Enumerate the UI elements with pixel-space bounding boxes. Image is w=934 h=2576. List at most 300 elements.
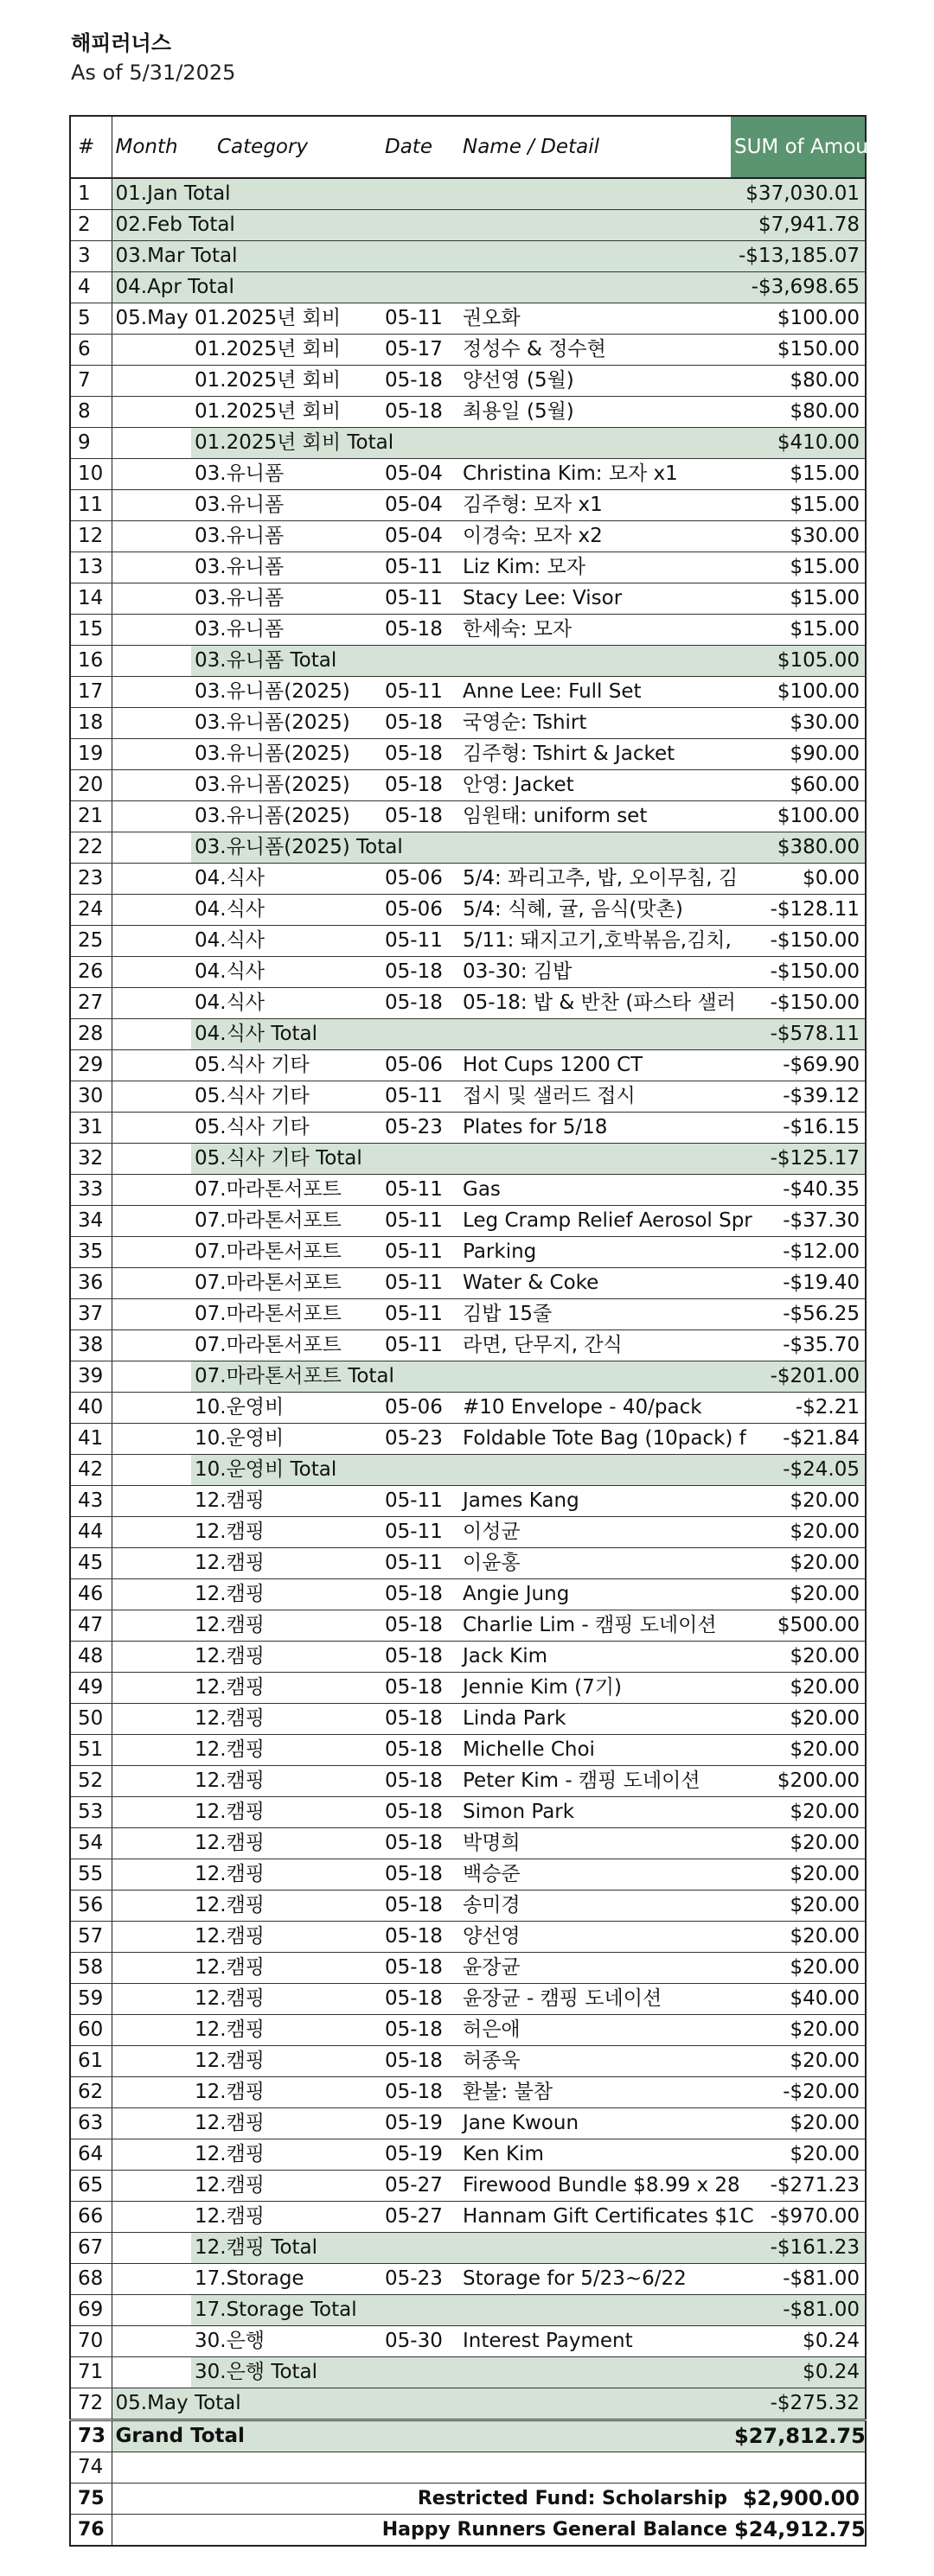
row-number-cell[interactable]: 47 (70, 1610, 112, 1642)
month-total-label[interactable]: 04.Apr Total (112, 272, 731, 303)
month-cell[interactable] (112, 1113, 191, 1144)
date-cell[interactable]: 05-06 (381, 1393, 459, 1424)
month-cell[interactable] (112, 2484, 191, 2515)
month-cell[interactable] (112, 1175, 191, 1206)
month-cell[interactable] (112, 1891, 191, 1922)
amount-cell[interactable]: -$40.35 (731, 1175, 866, 1206)
name-cell[interactable]: Christina Kim: 모자 x1 (459, 459, 731, 490)
month-cell[interactable] (112, 335, 191, 366)
category-cell[interactable]: 01.2025년 회비 (191, 303, 381, 335)
amount-cell[interactable]: -$125.17 (731, 1144, 866, 1175)
row-number-cell[interactable]: 56 (70, 1891, 112, 1922)
amount-cell[interactable]: $0.24 (731, 2357, 866, 2388)
name-cell[interactable]: 이경숙: 모자 x2 (459, 521, 731, 552)
date-cell[interactable]: 05-11 (381, 1081, 459, 1113)
category-cell[interactable]: 12.캠핑 (191, 2202, 381, 2233)
amount-cell[interactable]: -$2.21 (731, 1393, 866, 1424)
date-cell[interactable]: 05-30 (381, 2326, 459, 2357)
amount-cell[interactable]: $30.00 (731, 521, 866, 552)
amount-cell[interactable]: $100.00 (731, 677, 866, 708)
amount-cell[interactable]: $20.00 (731, 2139, 866, 2171)
month-cell[interactable] (112, 1144, 191, 1175)
date-cell[interactable]: 05-04 (381, 490, 459, 521)
date-cell[interactable]: 05-18 (381, 1673, 459, 1704)
amount-cell[interactable]: -$56.25 (731, 1299, 866, 1330)
row-number-cell[interactable]: 16 (70, 646, 112, 677)
month-cell[interactable] (112, 1455, 191, 1486)
name-cell[interactable]: Gas (459, 1175, 731, 1206)
name-cell[interactable]: 정성수 & 정수현 (459, 335, 731, 366)
category-cell[interactable]: 04.식사 (191, 988, 381, 1019)
amount-cell[interactable]: $15.00 (731, 552, 866, 583)
category-cell[interactable]: 04.식사 (191, 864, 381, 895)
amount-cell[interactable]: $20.00 (731, 1859, 866, 1891)
row-number-cell[interactable]: 3 (70, 241, 112, 272)
row-number-cell[interactable]: 31 (70, 1113, 112, 1144)
month-cell[interactable] (112, 2139, 191, 2171)
name-cell[interactable]: 윤장균 (459, 1953, 731, 1984)
category-cell[interactable]: 12.캠핑 (191, 1859, 381, 1891)
date-cell[interactable]: 05-11 (381, 1175, 459, 1206)
category-cell[interactable]: 12.캠핑 (191, 1984, 381, 2015)
month-cell[interactable] (112, 1050, 191, 1081)
amount-cell[interactable]: -$24.05 (731, 1455, 866, 1486)
row-number-cell[interactable]: 75 (70, 2484, 112, 2515)
month-cell[interactable] (112, 1299, 191, 1330)
month-cell[interactable] (112, 1517, 191, 1548)
name-cell[interactable]: 접시 및 샐러드 접시 (459, 1081, 731, 1113)
date-cell[interactable]: 05-18 (381, 708, 459, 739)
category-cell[interactable]: 17.Storage (191, 2264, 381, 2295)
category-cell[interactable]: 12.캠핑 (191, 1922, 381, 1953)
row-number-cell[interactable]: 37 (70, 1299, 112, 1330)
name-cell[interactable]: 환불: 불참 (459, 2077, 731, 2108)
name-cell[interactable]: Ken Kim (459, 2139, 731, 2171)
name-cell[interactable]: Plates for 5/18 (459, 1113, 731, 1144)
month-cell[interactable] (112, 1735, 191, 1766)
name-cell[interactable]: 5/4: 식혜, 귤, 음식(맛촌) (459, 895, 731, 926)
category-total-label[interactable]: 30.은행 Total (191, 2357, 731, 2388)
amount-cell[interactable]: -$13,185.07 (731, 241, 866, 272)
category-cell[interactable]: 12.캠핑 (191, 2046, 381, 2077)
amount-cell[interactable]: $20.00 (731, 1922, 866, 1953)
row-number-cell[interactable]: 17 (70, 677, 112, 708)
name-cell[interactable]: James Kang (459, 1486, 731, 1517)
row-number-cell[interactable]: 60 (70, 2015, 112, 2046)
row-number-cell[interactable]: 45 (70, 1548, 112, 1579)
category-cell[interactable]: 12.캠핑 (191, 2015, 381, 2046)
category-cell[interactable]: 03.유니폼 (191, 459, 381, 490)
date-cell[interactable]: 05-18 (381, 2046, 459, 2077)
row-number-cell[interactable]: 54 (70, 1828, 112, 1859)
amount-cell[interactable]: $20.00 (731, 1642, 866, 1673)
category-cell[interactable]: 05.식사 기타 (191, 1050, 381, 1081)
date-cell[interactable]: 05-18 (381, 1859, 459, 1891)
name-cell[interactable]: Hot Cups 1200 CT (459, 1050, 731, 1081)
date-cell[interactable]: 05-18 (381, 739, 459, 770)
month-cell[interactable] (112, 988, 191, 1019)
amount-cell[interactable]: $7,941.78 (731, 210, 866, 241)
col-header-category[interactable]: Category (191, 116, 381, 178)
date-cell[interactable]: 05-11 (381, 583, 459, 615)
row-number-cell[interactable]: 46 (70, 1579, 112, 1610)
amount-cell[interactable]: -$69.90 (731, 1050, 866, 1081)
row-number-cell[interactable]: 50 (70, 1704, 112, 1735)
row-number-cell[interactable]: 49 (70, 1673, 112, 1704)
row-number-cell[interactable]: 64 (70, 2139, 112, 2171)
date-cell[interactable]: 05-11 (381, 1330, 459, 1361)
amount-cell[interactable]: -$970.00 (731, 2202, 866, 2233)
amount-cell[interactable]: $20.00 (731, 2046, 866, 2077)
date-cell[interactable]: 05-18 (381, 1984, 459, 2015)
month-cell[interactable] (112, 490, 191, 521)
date-cell[interactable]: 05-23 (381, 1113, 459, 1144)
name-cell[interactable]: Peter Kim - 캠핑 도네이션 (459, 1766, 731, 1797)
name-cell[interactable]: Anne Lee: Full Set (459, 677, 731, 708)
month-cell[interactable] (112, 1424, 191, 1455)
name-cell[interactable]: Water & Coke (459, 1268, 731, 1299)
amount-cell[interactable]: $380.00 (731, 832, 866, 864)
row-number-cell[interactable]: 38 (70, 1330, 112, 1361)
name-cell[interactable]: Storage for 5/23~6/22 (459, 2264, 731, 2295)
date-cell[interactable]: 05-11 (381, 303, 459, 335)
month-cell[interactable] (112, 428, 191, 459)
amount-cell[interactable]: -$16.15 (731, 1113, 866, 1144)
row-number-cell[interactable]: 73 (70, 2420, 112, 2452)
month-cell[interactable] (112, 1019, 191, 1050)
row-number-cell[interactable]: 43 (70, 1486, 112, 1517)
amount-cell[interactable]: $60.00 (731, 770, 866, 801)
date-cell[interactable]: 05-19 (381, 2139, 459, 2171)
category-total-label[interactable]: 03.유니폼(2025) Total (191, 832, 731, 864)
date-cell[interactable]: 05-18 (381, 957, 459, 988)
row-number-cell[interactable]: 20 (70, 770, 112, 801)
amount-cell[interactable]: $20.00 (731, 1517, 866, 1548)
row-number-cell[interactable]: 52 (70, 1766, 112, 1797)
month-cell[interactable] (112, 397, 191, 428)
row-number-cell[interactable]: 42 (70, 1455, 112, 1486)
month-cell[interactable]: 05.May (112, 303, 191, 335)
amount-cell[interactable]: $0.00 (731, 864, 866, 895)
row-number-cell[interactable]: 12 (70, 521, 112, 552)
name-cell[interactable]: Michelle Choi (459, 1735, 731, 1766)
category-cell[interactable]: 12.캠핑 (191, 1735, 381, 1766)
amount-cell[interactable]: $105.00 (731, 646, 866, 677)
amount-cell[interactable]: -$578.11 (731, 1019, 866, 1050)
date-cell[interactable]: 05-11 (381, 552, 459, 583)
month-cell[interactable] (112, 1393, 191, 1424)
amount-cell[interactable]: $30.00 (731, 708, 866, 739)
date-cell[interactable]: 05-11 (381, 1548, 459, 1579)
name-cell[interactable]: Linda Park (459, 1704, 731, 1735)
date-cell[interactable]: 05-11 (381, 1206, 459, 1237)
month-cell[interactable] (112, 1704, 191, 1735)
month-cell[interactable] (112, 1206, 191, 1237)
row-number-cell[interactable]: 70 (70, 2326, 112, 2357)
amount-cell[interactable]: -$3,698.65 (731, 272, 866, 303)
row-number-cell[interactable]: 6 (70, 335, 112, 366)
category-cell[interactable]: 01.2025년 회비 (191, 335, 381, 366)
category-cell[interactable]: 07.마라톤서포트 (191, 1268, 381, 1299)
row-number-cell[interactable]: 55 (70, 1859, 112, 1891)
row-number-cell[interactable]: 39 (70, 1361, 112, 1393)
amount-cell[interactable]: -$150.00 (731, 926, 866, 957)
amount-cell[interactable]: -$19.40 (731, 1268, 866, 1299)
amount-cell[interactable]: $20.00 (731, 1548, 866, 1579)
name-cell[interactable]: Jennie Kim (7기) (459, 1673, 731, 1704)
name-cell[interactable]: Firewood Bundle $8.99 x 28 (459, 2171, 731, 2202)
category-cell[interactable]: 12.캠핑 (191, 1548, 381, 1579)
row-number-cell[interactable]: 51 (70, 1735, 112, 1766)
category-cell[interactable]: 04.식사 (191, 926, 381, 957)
category-cell[interactable]: 07.마라톤서포트 (191, 1299, 381, 1330)
category-cell[interactable]: 12.캠핑 (191, 1828, 381, 1859)
month-cell[interactable] (112, 1548, 191, 1579)
date-cell[interactable]: 05-11 (381, 926, 459, 957)
date-cell[interactable]: 05-18 (381, 988, 459, 1019)
amount-cell[interactable]: $20.00 (731, 1673, 866, 1704)
month-cell[interactable] (112, 2326, 191, 2357)
amount-cell[interactable]: -$37.30 (731, 1206, 866, 1237)
amount-cell[interactable]: -$12.00 (731, 1237, 866, 1268)
date-cell[interactable]: 05-18 (381, 1766, 459, 1797)
date-cell[interactable]: 05-18 (381, 1797, 459, 1828)
month-total-label[interactable]: 02.Feb Total (112, 210, 731, 241)
date-cell[interactable]: 05-18 (381, 1642, 459, 1673)
name-cell[interactable]: 김주형: Tshirt & Jacket (459, 739, 731, 770)
category-cell[interactable]: 12.캠핑 (191, 1579, 381, 1610)
grand-total-label[interactable]: Grand Total (112, 2420, 731, 2452)
amount-cell[interactable]: $100.00 (731, 303, 866, 335)
category-cell[interactable]: 01.2025년 회비 (191, 366, 381, 397)
row-number-cell[interactable]: 28 (70, 1019, 112, 1050)
row-number-cell[interactable]: 21 (70, 801, 112, 832)
month-cell[interactable] (112, 552, 191, 583)
category-cell[interactable]: 12.캠핑 (191, 2139, 381, 2171)
category-total-label[interactable]: 05.식사 기타 Total (191, 1144, 731, 1175)
row-number-cell[interactable]: 9 (70, 428, 112, 459)
month-cell[interactable] (112, 2295, 191, 2326)
category-cell[interactable]: 12.캠핑 (191, 2108, 381, 2139)
row-number-cell[interactable]: 8 (70, 397, 112, 428)
amount-cell[interactable]: $37,030.01 (731, 178, 866, 210)
date-cell[interactable]: 05-18 (381, 366, 459, 397)
row-number-cell[interactable]: 10 (70, 459, 112, 490)
row-number-cell[interactable]: 23 (70, 864, 112, 895)
name-cell[interactable]: 이성균 (459, 1517, 731, 1548)
month-cell[interactable] (112, 615, 191, 646)
category-total-label[interactable]: 10.운영비 Total (191, 1455, 731, 1486)
month-cell[interactable] (112, 1610, 191, 1642)
date-cell[interactable]: 05-27 (381, 2202, 459, 2233)
amount-cell[interactable]: -$35.70 (731, 1330, 866, 1361)
blank-cell[interactable] (112, 2452, 866, 2484)
name-cell[interactable]: Liz Kim: 모자 (459, 552, 731, 583)
name-cell[interactable]: 안영: Jacket (459, 770, 731, 801)
category-cell[interactable]: 12.캠핑 (191, 1517, 381, 1548)
name-cell[interactable]: 한세숙: 모자 (459, 615, 731, 646)
category-cell[interactable]: 12.캠핑 (191, 1797, 381, 1828)
amount-cell[interactable]: -$21.84 (731, 1424, 866, 1455)
category-cell[interactable]: 12.캠핑 (191, 1486, 381, 1517)
month-cell[interactable] (112, 1268, 191, 1299)
name-cell[interactable]: Jane Kwoun (459, 2108, 731, 2139)
month-cell[interactable] (112, 1766, 191, 1797)
amount-cell[interactable]: $90.00 (731, 739, 866, 770)
name-cell[interactable]: 허종욱 (459, 2046, 731, 2077)
row-number-cell[interactable]: 76 (70, 2515, 112, 2547)
amount-cell[interactable]: $410.00 (731, 428, 866, 459)
row-number-cell[interactable]: 66 (70, 2202, 112, 2233)
month-cell[interactable] (112, 1922, 191, 1953)
amount-cell[interactable]: $27,812.75 (731, 2420, 866, 2452)
month-cell[interactable] (112, 1797, 191, 1828)
row-number-cell[interactable]: 44 (70, 1517, 112, 1548)
category-cell[interactable]: 03.유니폼 (191, 615, 381, 646)
amount-cell[interactable]: -$161.23 (731, 2233, 866, 2264)
date-cell[interactable]: 05-04 (381, 521, 459, 552)
category-cell[interactable]: 07.마라톤서포트 (191, 1206, 381, 1237)
month-cell[interactable] (112, 708, 191, 739)
name-cell[interactable]: 양선영 (459, 1922, 731, 1953)
row-number-cell[interactable]: 24 (70, 895, 112, 926)
month-cell[interactable] (112, 521, 191, 552)
name-cell[interactable]: 03-30: 김밥 (459, 957, 731, 988)
row-number-cell[interactable]: 67 (70, 2233, 112, 2264)
date-cell[interactable]: 05-18 (381, 615, 459, 646)
amount-cell[interactable]: $20.00 (731, 1579, 866, 1610)
row-number-cell[interactable]: 59 (70, 1984, 112, 2015)
category-cell[interactable]: 05.식사 기타 (191, 1081, 381, 1113)
row-number-cell[interactable]: 35 (70, 1237, 112, 1268)
month-cell[interactable] (112, 1642, 191, 1673)
category-cell[interactable]: 03.유니폼(2025) (191, 801, 381, 832)
row-number-cell[interactable]: 18 (70, 708, 112, 739)
date-cell[interactable]: 05-11 (381, 1299, 459, 1330)
month-total-label[interactable]: 01.Jan Total (112, 178, 731, 210)
amount-cell[interactable]: $500.00 (731, 1610, 866, 1642)
month-cell[interactable] (112, 801, 191, 832)
month-cell[interactable] (112, 2077, 191, 2108)
fund-label[interactable]: Restricted Fund: Scholarship (191, 2484, 731, 2515)
category-total-label[interactable]: 03.유니폼 Total (191, 646, 731, 677)
row-number-cell[interactable]: 74 (70, 2452, 112, 2484)
amount-cell[interactable]: $20.00 (731, 1953, 866, 1984)
month-cell[interactable] (112, 895, 191, 926)
month-cell[interactable] (112, 1828, 191, 1859)
row-number-cell[interactable]: 14 (70, 583, 112, 615)
category-cell[interactable]: 03.유니폼 (191, 521, 381, 552)
category-cell[interactable]: 12.캠핑 (191, 1642, 381, 1673)
month-cell[interactable] (112, 583, 191, 615)
date-cell[interactable]: 05-18 (381, 1891, 459, 1922)
date-cell[interactable]: 05-18 (381, 801, 459, 832)
date-cell[interactable]: 05-18 (381, 2015, 459, 2046)
month-cell[interactable] (112, 2264, 191, 2295)
date-cell[interactable]: 05-18 (381, 2077, 459, 2108)
date-cell[interactable]: 05-19 (381, 2108, 459, 2139)
name-cell[interactable]: 허은애 (459, 2015, 731, 2046)
date-cell[interactable]: 05-18 (381, 1828, 459, 1859)
name-cell[interactable]: 이윤홍 (459, 1548, 731, 1579)
amount-cell[interactable]: $0.24 (731, 2326, 866, 2357)
date-cell[interactable]: 05-06 (381, 864, 459, 895)
name-cell[interactable]: 김밥 15줄 (459, 1299, 731, 1330)
date-cell[interactable]: 05-27 (381, 2171, 459, 2202)
row-number-cell[interactable]: 61 (70, 2046, 112, 2077)
row-number-cell[interactable]: 63 (70, 2108, 112, 2139)
category-cell[interactable]: 10.운영비 (191, 1424, 381, 1455)
date-cell[interactable]: 05-04 (381, 459, 459, 490)
name-cell[interactable]: 백승준 (459, 1859, 731, 1891)
category-cell[interactable]: 12.캠핑 (191, 1766, 381, 1797)
category-total-label[interactable]: 12.캠핑 Total (191, 2233, 731, 2264)
row-number-cell[interactable]: 5 (70, 303, 112, 335)
date-cell[interactable]: 05-23 (381, 1424, 459, 1455)
month-cell[interactable] (112, 646, 191, 677)
amount-cell[interactable]: -$271.23 (731, 2171, 866, 2202)
name-cell[interactable]: 박명희 (459, 1828, 731, 1859)
amount-cell[interactable]: -$39.12 (731, 1081, 866, 1113)
date-cell[interactable]: 05-18 (381, 1735, 459, 1766)
amount-cell[interactable]: $24,912.75 (731, 2515, 866, 2547)
row-number-cell[interactable]: 15 (70, 615, 112, 646)
row-number-cell[interactable]: 2 (70, 210, 112, 241)
name-cell[interactable]: 김주형: 모자 x1 (459, 490, 731, 521)
category-cell[interactable]: 03.유니폼 (191, 583, 381, 615)
row-number-cell[interactable]: 58 (70, 1953, 112, 1984)
amount-cell[interactable]: $20.00 (731, 1797, 866, 1828)
row-number-cell[interactable]: 57 (70, 1922, 112, 1953)
row-number-cell[interactable]: 36 (70, 1268, 112, 1299)
category-cell[interactable]: 07.마라톤서포트 (191, 1237, 381, 1268)
month-cell[interactable] (112, 832, 191, 864)
month-cell[interactable] (112, 677, 191, 708)
row-number-cell[interactable]: 41 (70, 1424, 112, 1455)
amount-cell[interactable]: $15.00 (731, 490, 866, 521)
row-number-cell[interactable]: 48 (70, 1642, 112, 1673)
date-cell[interactable]: 05-18 (381, 1953, 459, 1984)
amount-cell[interactable]: -$81.00 (731, 2295, 866, 2326)
date-cell[interactable]: 05-11 (381, 1486, 459, 1517)
name-cell[interactable]: 05-18: 밥 & 반찬 (파스타 샐러 (459, 988, 731, 1019)
date-cell[interactable]: 05-18 (381, 1579, 459, 1610)
category-total-label[interactable]: 17.Storage Total (191, 2295, 731, 2326)
month-cell[interactable] (112, 366, 191, 397)
category-cell[interactable]: 03.유니폼(2025) (191, 708, 381, 739)
category-cell[interactable]: 07.마라톤서포트 (191, 1330, 381, 1361)
category-cell[interactable]: 12.캠핑 (191, 1673, 381, 1704)
row-number-cell[interactable]: 11 (70, 490, 112, 521)
category-cell[interactable]: 05.식사 기타 (191, 1113, 381, 1144)
row-number-cell[interactable]: 4 (70, 272, 112, 303)
date-cell[interactable]: 05-18 (381, 1610, 459, 1642)
row-number-cell[interactable]: 69 (70, 2295, 112, 2326)
name-cell[interactable]: 라면, 단무지, 간식 (459, 1330, 731, 1361)
category-cell[interactable]: 04.식사 (191, 895, 381, 926)
month-cell[interactable] (112, 1330, 191, 1361)
name-cell[interactable]: Stacy Lee: Visor (459, 583, 731, 615)
category-cell[interactable]: 04.식사 (191, 957, 381, 988)
month-cell[interactable] (112, 926, 191, 957)
category-cell[interactable]: 12.캠핑 (191, 1610, 381, 1642)
category-cell[interactable]: 03.유니폼(2025) (191, 770, 381, 801)
amount-cell[interactable]: $20.00 (731, 1828, 866, 1859)
row-number-cell[interactable]: 19 (70, 739, 112, 770)
name-cell[interactable]: Jack Kim (459, 1642, 731, 1673)
month-total-label[interactable]: 03.Mar Total (112, 241, 731, 272)
category-cell[interactable]: 30.은행 (191, 2326, 381, 2357)
